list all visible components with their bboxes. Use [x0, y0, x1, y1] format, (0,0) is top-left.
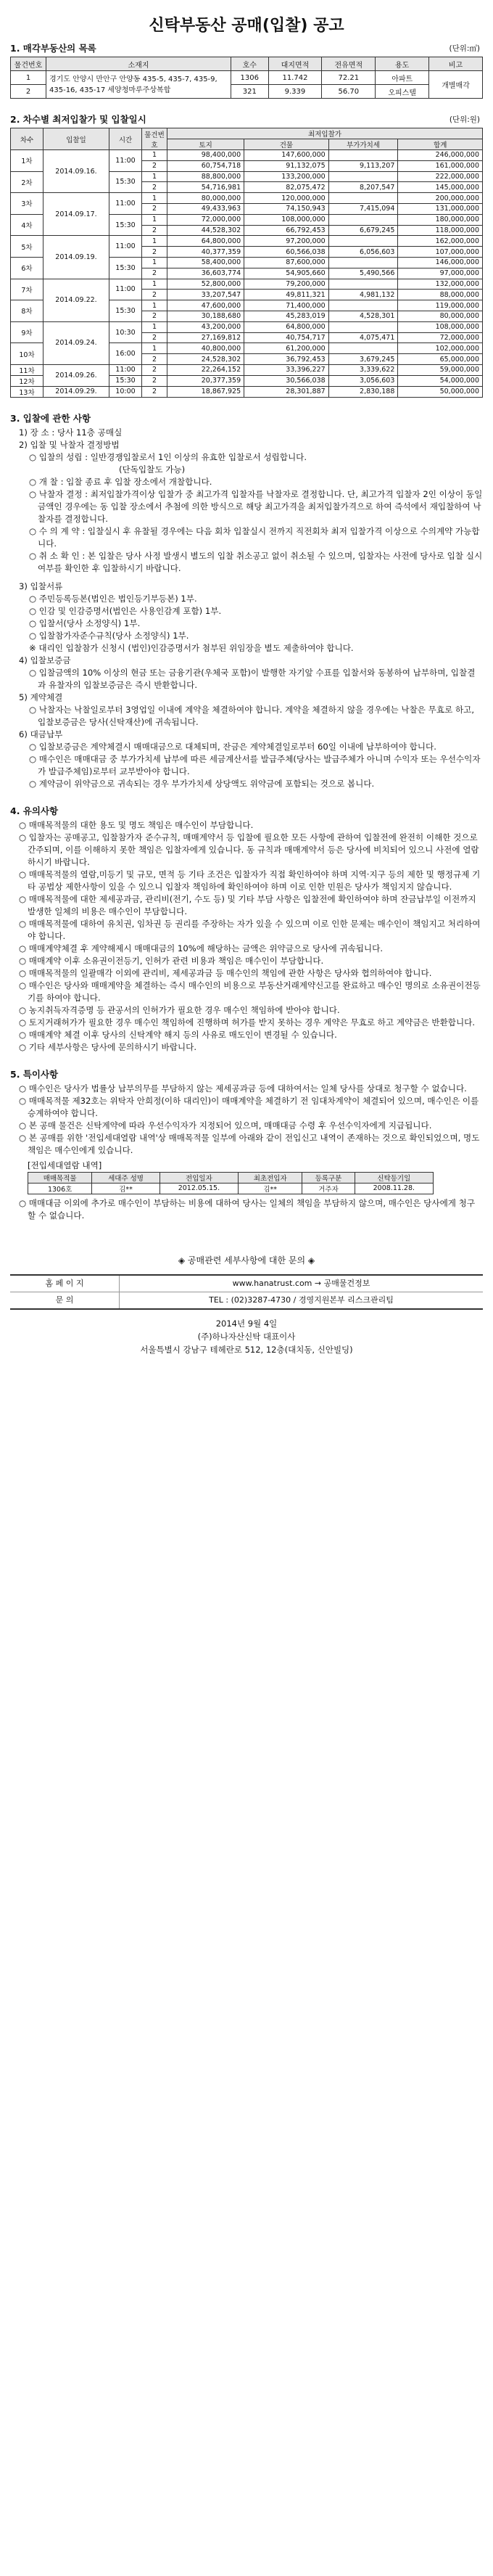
land-cell: 43,200,000: [167, 321, 244, 332]
total-cell: 145,000,000: [398, 182, 483, 193]
no-cell: 1: [142, 150, 167, 161]
col-header: 합계: [398, 139, 483, 150]
total-cell: 119,000,000: [398, 300, 483, 311]
col-header: 차수: [11, 128, 44, 150]
col-header: 매매목적물: [28, 1172, 92, 1183]
total-cell: 88,000,000: [398, 290, 483, 300]
land-cell: 58,400,000: [167, 257, 244, 268]
bldg-cell: 120,000,000: [244, 193, 329, 204]
section1-unit: (단위:㎡): [449, 44, 480, 53]
vat-cell: [328, 171, 398, 182]
bldg-cell: 49,811,321: [244, 290, 329, 300]
company-address: 서울특별시 강남구 테헤란로 512, 12층(대치동, 신안빌딩): [140, 1344, 353, 1355]
vat-cell: [328, 279, 398, 290]
land-cell: 24,528,302: [167, 354, 244, 365]
total-cell: 132,000,000: [398, 279, 483, 290]
vat-cell: 3,056,603: [328, 375, 398, 386]
text-line: ○ 입찰의 성립 : 일반경쟁입찰로서 1인 이상의 유효한 입찰로서 성립합니다.: [29, 451, 307, 462]
land-cell: 72,000,000: [167, 214, 244, 225]
land-cell: 60,754,718: [167, 160, 244, 171]
bldg-cell: 91,132,075: [244, 160, 329, 171]
table-row: [11, 193, 483, 204]
no-cell: 1: [142, 321, 167, 332]
bldg-cell: 36,792,453: [244, 354, 329, 365]
table-row: [11, 236, 483, 247]
text-line: ※ 대리인 입찰참가 신청시 (법인)인감증명서가 첨부된 위임장을 별도 제출하여야 합니다.: [29, 642, 354, 653]
text-line: ○ 매수인은 당사와 매매계약을 체결하는 즉시 매수인의 비용으로 부동산거래계약신고를 완료하고 매수인 명의로 소유권이전등기를 하여야 합니다.: [19, 980, 481, 1003]
section1-title: 1. 매각부동산의 목록 (단위:㎡): [10, 41, 483, 57]
time-cell: 16:00: [109, 343, 142, 365]
time-cell: 11:00: [109, 150, 142, 172]
table-row: 1 경기도 안양시 만안구 안양동 435-5, 435-7, 435-9, 435-16, 435-17 세양청마루주상복합 1306 11.742 72.21 아파트 개별매각: [11, 71, 483, 85]
date-cell: 2014.09.22.: [44, 279, 109, 321]
round-cell: 5차: [11, 236, 44, 258]
total-cell: 246,000,000: [398, 150, 483, 161]
round-cell: 3차: [11, 193, 44, 215]
resident-table: [28, 1172, 434, 1194]
date-cell: 2014.09.26.: [44, 364, 109, 386]
land-cell: 64,800,000: [167, 236, 244, 247]
time-cell: 15:30: [109, 257, 142, 279]
contact-box: [10, 1274, 483, 1310]
company-name: (주)하나자산신탁 대표이사: [197, 1331, 296, 1342]
text-line: ○ 본 공매를 위한 '전입세대열람 내역'상 매매목적물 일부에 아래와 같이 전입신고 내역이 존재하는 것으로 확인되었으며, 명도책임은 매수인에게 있습니다.: [19, 1132, 480, 1155]
section3-body: [10, 427, 483, 790]
land-cell: 18,867,925: [167, 386, 244, 397]
table-row: 2 321 9.339 56.70 오피스텔: [11, 85, 483, 99]
land-cell: 98,400,000: [167, 150, 244, 161]
text-line: ○ 주민등록등본(법인은 법인등기부등본) 1부.: [29, 593, 197, 604]
text-line: ○ 매매계약 체결 이후 당사의 신탁계약 해지 등의 사유로 매도인이 변경될 수 있습니다.: [19, 1029, 337, 1040]
land-cell: 54,716,981: [167, 182, 244, 193]
section3-title: 3. 입찰에 관한 사항: [10, 412, 91, 424]
col-header: 등록구분: [302, 1172, 355, 1183]
col-header: 용도: [376, 57, 429, 71]
text-line: ○ 매매목적물의 열람,미등기 및 규모, 면적 등 기타 조건은 입찰자가 직접 확인하여야 하며 지역·지구 등의 제한 및 행정규제 기타 공법상 제한사항이 있을 수 있으니 입찰자 책임하에 확인하여야 하며 이로 인한 민원은 당사가 책임지지 않습니다.: [19, 869, 481, 892]
price-schedule-table: [10, 128, 483, 398]
text-line: ○ 인감 및 인감증명서(법인은 사용인감계 포함) 1부.: [29, 605, 222, 616]
total-cell: 54,000,000: [398, 375, 483, 386]
vat-cell: 4,075,471: [328, 332, 398, 343]
total-cell: 180,000,000: [398, 214, 483, 225]
land-cell: 36,603,774: [167, 268, 244, 279]
announcement-page: [10, 0, 483, 1356]
land-cell: 88,800,000: [167, 171, 244, 182]
text-line: ○ 매매계약체결 후 계약해제시 매매대금의 10%에 해당하는 금액은 위약금으로 당사에 귀속됩니다.: [19, 943, 384, 953]
col-header: 호수: [231, 57, 269, 71]
land-cell: 22,264,152: [167, 364, 244, 375]
section2-unit: (단위:원): [449, 115, 480, 124]
total-cell: 161,000,000: [398, 160, 483, 171]
total-cell: 59,000,000: [398, 364, 483, 375]
text-line: ○ 입찰보증금은 계약체결시 매매대금으로 대체되며, 잔금은 계약체결일로부터 60일 이내에 납부하여야 합니다.: [29, 741, 436, 752]
round-cell: 12차: [11, 375, 44, 386]
col-header: 건물: [244, 139, 329, 150]
no-cell: 2: [142, 375, 167, 386]
col-header: 신탁등기일: [355, 1172, 433, 1183]
text-line: 3) 입찰서류: [19, 581, 63, 591]
text-line: ○ 수 의 계 약 : 입찰실시 후 유찰될 경우에는 다음 회차 입찰실시 전까지 직전회차 최저 입찰가격 이상으로 수의계약 가능합니다.: [29, 525, 480, 549]
land-cell: 80,000,000: [167, 193, 244, 204]
col-header: 물건번호: [142, 128, 167, 150]
no-cell: 2: [142, 386, 167, 397]
round-cell: 7차: [11, 279, 44, 300]
bldg-cell: 66,792,453: [244, 225, 329, 236]
col-header: 부가가치세: [328, 139, 398, 150]
table-row: 1306호 김** 2012.05.15. 김** 거주자 2008.11.28.: [28, 1183, 434, 1194]
no-cell: 1: [142, 300, 167, 311]
time-cell: 15:30: [109, 171, 142, 193]
section5-title: 5. 특이사항: [10, 1068, 59, 1080]
text-line: ○ 낙찰자 결정 : 최저입찰가격이상 입찰가 중 최고가격 입찰자를 낙찰자로 결정합니다. 단, 최고가격 입찰자 2인 이상이 동일금액인 경우에는 동 입찰 장소에서 추첨에 의한 방식으로 해당 최고가격을 최저입찰가격으로 하여 즉석에서 재입찰하여 낙찰자를 결정합니다.: [29, 488, 483, 524]
total-cell: 97,000,000: [398, 268, 483, 279]
total-cell: 50,000,000: [398, 386, 483, 397]
table-row: [11, 364, 483, 375]
col-header: 물건번호: [11, 57, 46, 71]
inquiry-notice: ◈ 공매관련 세부사항에 대한 문의 ◈: [178, 1255, 315, 1266]
text-line: 4) 입찰보증금: [19, 655, 71, 665]
no-cell: 1: [142, 257, 167, 268]
total-cell: 162,000,000: [398, 236, 483, 247]
text-line: ○ 기타 세부사항은 당사에 문의하시기 바랍니다.: [19, 1041, 197, 1052]
col-header: 시간: [109, 128, 142, 150]
bldg-cell: 54,905,660: [244, 268, 329, 279]
text-line: 1) 장 소 : 당사 11층 공매실: [19, 427, 123, 438]
vat-cell: [328, 214, 398, 225]
total-cell: 108,000,000: [398, 321, 483, 332]
date-cell: 2014.09.24.: [44, 321, 109, 364]
round-cell: 11차: [11, 364, 44, 375]
text-line: ○ 낙찰자는 낙찰일로부터 3영업일 이내에 계약을 체결하여야 합니다. 계약을 체결하지 않을 경우에는 낙찰은 무효로 하고, 입찰보증금은 당사(신탁재산)에 귀속됩니다.: [29, 704, 475, 727]
total-cell: 72,000,000: [398, 332, 483, 343]
total-cell: 200,000,000: [398, 193, 483, 204]
text-line: ○ 매수인은 당사가 법률상 납부의무를 부담하지 않는 제세공과금 등에 대하여서는 일체 당사를 상대로 청구할 수 없습니다.: [19, 1083, 467, 1094]
no-cell: 2: [142, 203, 167, 214]
bldg-cell: 61,200,000: [244, 343, 329, 354]
time-cell: 11:00: [109, 193, 142, 215]
no-cell: 2: [142, 311, 167, 321]
no-cell: 2: [142, 182, 167, 193]
land-cell: 33,207,547: [167, 290, 244, 300]
col-header: 전유면적: [322, 57, 376, 71]
bldg-cell: 79,200,000: [244, 279, 329, 290]
bldg-cell: 33,396,227: [244, 364, 329, 375]
no-cell: 2: [142, 247, 167, 258]
round-cell: 9차: [11, 321, 44, 343]
contact-row: [10, 1292, 483, 1308]
vat-cell: [328, 343, 398, 354]
col-header: 전입일자: [160, 1172, 238, 1183]
text-line: ○ 매수인은 매매대금 중 부가가치세 납부에 따른 세금계산서를 발급주체(당사는 발급주체가 아니며 수익자 또는 우선수익자가 발급주체임)로부터 교부받아야 합니다.: [29, 753, 481, 776]
no-cell: 2: [142, 364, 167, 375]
page-title: 신탁부동산 공매(입찰) 공고: [149, 17, 344, 35]
total-cell: 146,000,000: [398, 257, 483, 268]
text-line: ○ 취 소 확 인 : 본 입찰은 당사 사정 발생시 별도의 입찰 취소공고 없이 취소될 수 있으며, 입찰자는 사전에 당사로 입찰 실시 여부를 확인한 후 입찰하시기 바랍니다.: [29, 550, 483, 573]
resident-table-title: [전입세대열람 내역]: [28, 1160, 102, 1170]
section4-body: [10, 819, 483, 1054]
vat-cell: [328, 257, 398, 268]
note-cell: 개별매각: [429, 71, 483, 99]
text-line: ○ 입찰자는 공매공고, 입찰참가자 준수규칙, 매매계약서 등 입찰에 필요한 모든 사항에 관하여 입찰전에 완전히 이해한 것으로 간주되며, 이를 이해하지 못한 책임은 입찰자에게 있습니다. 동 규칙과 매매계약서 등은 당사에 비치되어 있으니 사전에 열람하시기 바랍니다.: [19, 832, 479, 867]
vat-cell: 3,679,245: [328, 354, 398, 365]
no-cell: 1: [142, 171, 167, 182]
text-line: ○ 매매목적물에 대하여 유치권, 임차권 등 권리를 주장하는 자가 있을 수 있으며 이로 인한 문제는 매수인이 책임지고 처리하여야 합니다.: [19, 918, 481, 941]
homepage-label: 홈 페 이 지: [10, 1276, 120, 1292]
no-cell: 1: [142, 236, 167, 247]
text-line: 5) 계약체결: [19, 692, 63, 702]
vat-cell: 9,113,207: [328, 160, 398, 171]
time-cell: 10:30: [109, 321, 142, 343]
time-cell: 11:00: [109, 279, 142, 300]
land-cell: 52,800,000: [167, 279, 244, 290]
text-line: ○ 매매목적물의 일괄매각 이외에 관리비, 제세공과금 등 매수인의 책임에 관한 사항은 당사와 협의하여야 합니다.: [19, 967, 432, 978]
date-cell: 2014.09.17.: [44, 193, 109, 236]
vat-cell: [328, 150, 398, 161]
text-line: ○ 계약금이 위약금으로 귀속되는 경우 부가가치세 상당액도 위약금에 포함되는 것으로 봅니다.: [29, 778, 375, 789]
text-line: ○ 입찰서(당사 소정양식) 1부.: [29, 618, 141, 628]
text-line: ○ 매매목적물의 대한 용도 및 명도 책임은 매수인이 부담합니다.: [19, 819, 254, 830]
text-line: 6) 대금납부: [19, 729, 63, 739]
text-line: ○ 본 공매 물건은 신탁계약에 따라 우선수익자가 지정되어 있으며, 매매대금 수령 후 우선수익자에게 지급됩니다.: [19, 1120, 432, 1131]
vat-cell: 4,528,301: [328, 311, 398, 321]
col-header: 입찰일: [44, 128, 109, 150]
round-cell: 10차: [11, 343, 44, 365]
total-cell: 102,000,000: [398, 343, 483, 354]
round-cell: 6차: [11, 257, 44, 279]
vat-cell: 6,679,245: [328, 225, 398, 236]
section5-body: [10, 1083, 483, 1222]
no-cell: 1: [142, 214, 167, 225]
text-line: ○ 농지취득자격증명 등 관공서의 인허가가 필요한 경우 매수인 책임하에 받아야 합니다.: [19, 1004, 340, 1015]
date-cell: 2014.09.16.: [44, 150, 109, 193]
no-cell: 2: [142, 290, 167, 300]
contact-label: 문 의: [10, 1292, 120, 1308]
no-cell: 2: [142, 160, 167, 171]
bldg-cell: 60,566,038: [244, 247, 329, 258]
text-line: ○ 매매대금 이외에 추가로 매수인이 부담하는 비용에 대하여 당사는 일체의 책임을 부담하지 않으며, 매수인은 당사에게 청구할 수 없습니다.: [19, 1197, 476, 1221]
no-cell: 1: [142, 343, 167, 354]
bldg-cell: 147,600,000: [244, 150, 329, 161]
vat-cell: 5,490,566: [328, 268, 398, 279]
vat-cell: 4,981,132: [328, 290, 398, 300]
bldg-cell: 30,566,038: [244, 375, 329, 386]
land-cell: 30,188,680: [167, 311, 244, 321]
section4-title: 4. 유의사항: [10, 805, 59, 816]
text-line: ○ 토지거래허가가 필요한 경우 매수인 책임하에 진행하며 허가를 받지 못하는 경우 계약은 무효로 하고 계약금은 반환합니다.: [19, 1017, 476, 1027]
col-header: 소재지: [46, 57, 231, 71]
land-cell: 44,528,302: [167, 225, 244, 236]
round-cell: 4차: [11, 214, 44, 236]
time-cell: 10:00: [109, 386, 142, 397]
section2-title: 2. 차수별 최저입찰가 및 입찰일시 (단위:원): [10, 112, 483, 128]
text-line: ○ 매매목적물에 대한 제세공과금, 관리비(전기, 수도 등) 및 기타 부담 사항은 입찰전에 확인하여야 하며 잔금납부일 이전까지 발생한 일체의 비용은 매수인이 부담합니다.: [19, 893, 476, 916]
land-cell: 40,800,000: [167, 343, 244, 354]
col-header: 세대주 성명: [92, 1172, 160, 1183]
announce-date: 2014년 9월 4일: [215, 1318, 278, 1329]
vat-cell: 8,207,547: [328, 182, 398, 193]
land-cell: 49,433,963: [167, 203, 244, 214]
total-cell: 222,000,000: [398, 171, 483, 182]
bldg-cell: 82,075,472: [244, 182, 329, 193]
text-line: (단독입찰도 가능): [119, 464, 186, 475]
vat-cell: 3,339,622: [328, 364, 398, 375]
table-row: [11, 386, 483, 397]
vat-cell: [328, 300, 398, 311]
round-cell: 8차: [11, 300, 44, 322]
text-line: ○ 매매계약 이후 소유권이전등기, 인허가 관련 비용과 책임은 매수인이 부담합니다.: [19, 955, 324, 966]
bldg-cell: 74,150,943: [244, 203, 329, 214]
text-line: 2) 입찰 및 낙찰자 결정방법: [19, 439, 120, 450]
vat-cell: [328, 193, 398, 204]
date-cell: 2014.09.19.: [44, 236, 109, 279]
bldg-cell: 97,200,000: [244, 236, 329, 247]
table-row: [11, 279, 483, 290]
no-cell: 1: [142, 279, 167, 290]
bldg-cell: 108,000,000: [244, 214, 329, 225]
total-cell: 118,000,000: [398, 225, 483, 236]
no-cell: 2: [142, 332, 167, 343]
text-line: ○ 입찰참가자준수규칙(당사 소정양식) 1부.: [29, 630, 189, 641]
time-cell: 11:00: [109, 236, 142, 258]
round-cell: 2차: [11, 171, 44, 193]
total-cell: 80,000,000: [398, 311, 483, 321]
property-list-table: [10, 57, 483, 99]
time-cell: 15:30: [109, 214, 142, 236]
no-cell: 2: [142, 268, 167, 279]
text-line: ○ 매매목적물 제32호는 위탁자 안희정(이하 대리인)이 매매계약을 체결하기 전 임대차계약이 체결되어 있으며, 매수인은 이를 승계하여야 합니다.: [19, 1095, 479, 1118]
homepage-link[interactable]: www.hanatrust.com → 공매물건정보: [232, 1278, 370, 1288]
total-cell: 131,000,000: [398, 203, 483, 214]
bldg-cell: 40,754,717: [244, 332, 329, 343]
contact-value: TEL : (02)3287-4730 / 경영지원본부 리스크관리팀: [209, 1295, 394, 1305]
land-cell: 40,377,359: [167, 247, 244, 258]
address-cell: 경기도 안양시 만안구 안양동 435-5, 435-7, 435-9, 435-16, 435-17 세양청마루주상복합: [46, 71, 231, 99]
text-line: ○ 개 찰 : 입찰 종료 후 입찰 장소에서 개찰합니다.: [29, 476, 212, 487]
vat-cell: 7,415,094: [328, 203, 398, 214]
col-header: 최초전입자: [239, 1172, 302, 1183]
vat-cell: [328, 236, 398, 247]
round-cell: 1차: [11, 150, 44, 172]
total-cell: 107,000,000: [398, 247, 483, 258]
land-cell: 20,377,359: [167, 375, 244, 386]
col-header: 토지: [167, 139, 244, 150]
time-cell: 15:30: [109, 300, 142, 322]
no-cell: 2: [142, 225, 167, 236]
no-cell: 1: [142, 193, 167, 204]
vat-cell: [328, 321, 398, 332]
bldg-cell: 133,200,000: [244, 171, 329, 182]
bldg-cell: 28,301,887: [244, 386, 329, 397]
bldg-cell: 87,600,000: [244, 257, 329, 268]
bldg-cell: 45,283,019: [244, 311, 329, 321]
time-cell: 11:00: [109, 364, 142, 375]
col-group-header: 최저입찰가: [167, 128, 483, 139]
land-cell: 47,600,000: [167, 300, 244, 311]
table-row: [11, 150, 483, 161]
bldg-cell: 64,800,000: [244, 321, 329, 332]
time-cell: 15:30: [109, 375, 142, 386]
col-header: 대지면적: [268, 57, 322, 71]
vat-cell: 6,056,603: [328, 247, 398, 258]
date-cell: 2014.09.29.: [44, 386, 109, 397]
bldg-cell: 71,400,000: [244, 300, 329, 311]
total-cell: 65,000,000: [398, 354, 483, 365]
col-header: 비고: [429, 57, 483, 71]
homepage-row: [10, 1276, 483, 1292]
no-cell: 2: [142, 354, 167, 365]
text-line: ○ 입찰금액의 10% 이상의 현금 또는 금융기관(우체국 포함)이 발행한 자기앞 수표를 입찰서와 동봉하여 납부하며, 입찰결과 유찰자의 입찰보증금은 즉시 반환합니다.: [29, 667, 476, 690]
vat-cell: 2,830,188: [328, 386, 398, 397]
land-cell: 27,169,812: [167, 332, 244, 343]
round-cell: 13차: [11, 386, 44, 397]
table-row: [11, 321, 483, 332]
